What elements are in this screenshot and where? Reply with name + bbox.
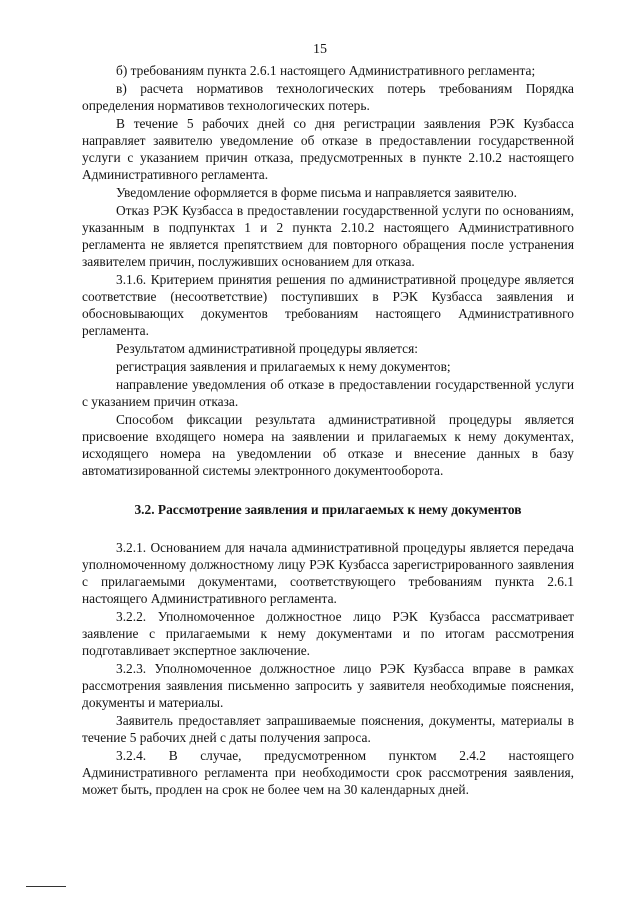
paragraph-item-v: в) расчета нормативов технологических потерь требованиям Порядка определения нормативов технологических потерь. <box>82 81 574 113</box>
paragraph-3-2-3: 3.2.3. Уполномоченное должностное лицо РЭК Кузбасса вправе в рамках рассмотрения заявления письменно запросить у заявителя необходимые пояснения, документы и материалы. <box>82 661 574 710</box>
paragraph-3-2-1: 3.2.1. Основанием для начала административной процедуры является передача уполномоченному должностному лицу РЭК Кузбасса зарегистрированного заявления с прилагаемыми документами, соответствующего требованиям пункта 2.6.1 настоящего Административного регламента. <box>82 540 574 606</box>
page-number: 15 <box>313 42 327 57</box>
section-heading-3-2: 3.2. Рассмотрение заявления и прилагаемых к нему документов <box>134 502 522 517</box>
paragraph-result-fixation: Способом фиксации результата административной процедуры является присвоение входящего номера на заявлении и прилагаемых к нему документах, исходящего номера на уведомлении об отказе и внесение данных в базу автоматизированной системы электронного документооборота. <box>82 412 574 478</box>
paragraph-result-refusal-notice: направление уведомления об отказе в предоставлении государственной услуги с указанием причин отказа. <box>82 377 574 409</box>
paragraph-item-b: б) требованиям пункта 2.6.1 настоящего Административного регламента; <box>116 63 536 78</box>
paragraph-result-intro: Результатом административной процедуры является: <box>116 341 418 356</box>
paragraph-applicant-provides: Заявитель предоставляет запрашиваемые пояснения, документы, материалы в течение 5 рабочих дней с даты получения запроса. <box>82 713 574 745</box>
paragraph-3-1-6: 3.1.6. Критерием принятия решения по административной процедуре является соответствие (несоответствие) поступивших в РЭК Кузбасса заявления и обосновывающих документов требованиям настоящего Административного регламента. <box>82 272 574 338</box>
paragraph-refusal-not-obstacle: Отказ РЭК Кузбасса в предоставлении государственной услуги по основаниям, указанным в подпунктах 1 и 2 пункта 2.10.2 настоящего Административного регламента не является препятствием для повторного обращения после устранения заявителем причин, послуживших основанием для отказа. <box>82 203 574 269</box>
paragraph-refusal-notice-term: В течение 5 рабочих дней со дня регистрации заявления РЭК Кузбасса направляет заявителю уведомление об отказе в предоставлении государственной услуги с указанием причин отказа, предусмотренных в пункте 2.10.2 настоящего Административного регламента. <box>82 116 574 182</box>
paragraph-notice-form: Уведомление оформляется в форме письма и направляется заявителю. <box>116 185 517 200</box>
paragraph-3-2-4: 3.2.4. В случае, предусмотренном пунктом 2.4.2 настоящего Административного регламента при необходимости срок рассмотрения заявления, может быть, продлен на срок не более чем на 30 календарных дней. <box>82 748 574 797</box>
footer-rule <box>26 886 66 887</box>
paragraph-3-2-2: 3.2.2. Уполномоченное должностное лицо РЭК Кузбасса рассматривает заявление с прилагаемыми к нему документами и по итогам рассмотрения подготавливает экспертное заключение. <box>82 609 574 658</box>
paragraph-result-registration: регистрация заявления и прилагаемых к нему документов; <box>116 359 451 374</box>
document-body <box>82 62 574 799</box>
